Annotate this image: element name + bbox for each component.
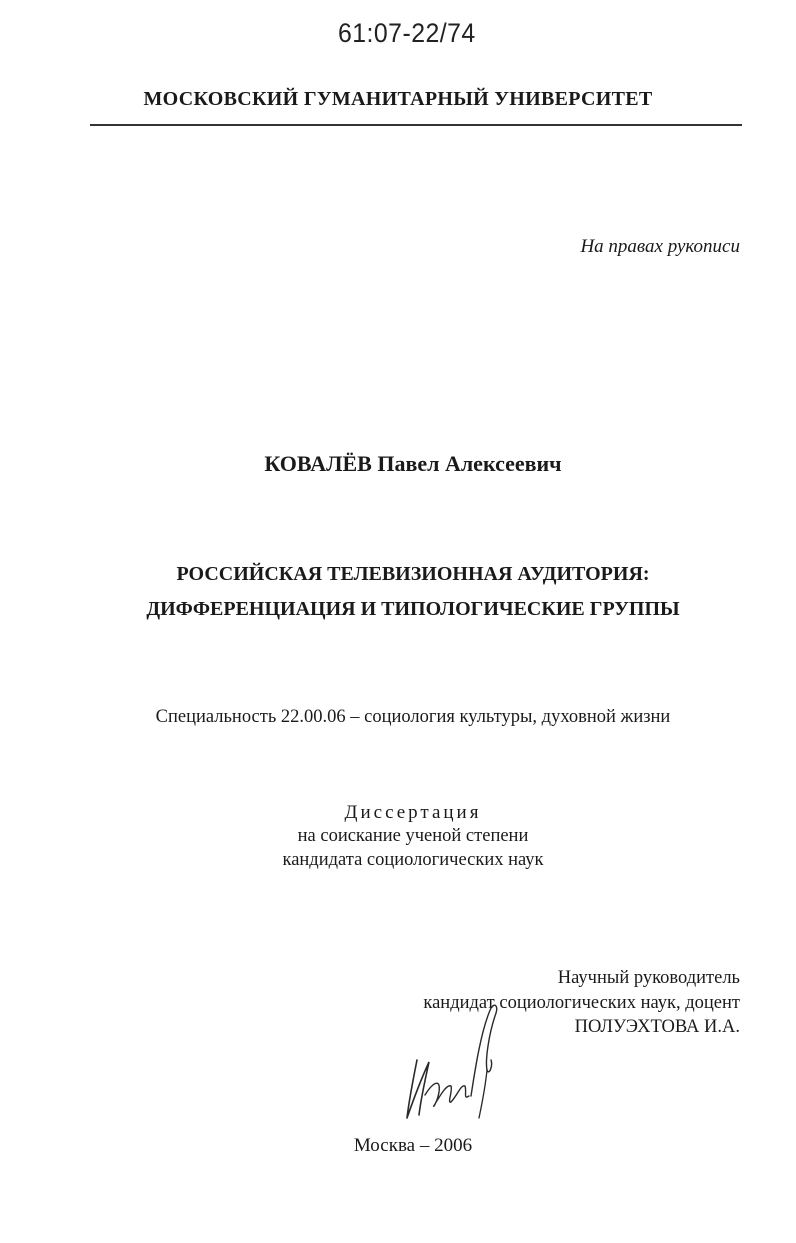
advisor-name: ПОЛУЭХТОВА И.А.: [574, 1017, 740, 1037]
manuscript-note: На правах рукописи: [580, 236, 740, 257]
specialty-line: Специальность 22.00.06 – социология культуры, духовной жизни: [155, 707, 671, 727]
advisor-degree: кандидат социологических наук, доцент: [423, 993, 740, 1013]
advisor-role: Научный руководитель: [557, 968, 740, 988]
dissertation-title-line-1: РОССИЙСКАЯ ТЕЛЕВИЗИОННАЯ АУДИТОРИЯ:: [176, 563, 650, 585]
catalog-stamp: 61:07-22/74: [338, 18, 476, 48]
dissertation-heading: Диссертация: [344, 802, 482, 823]
degree-name-line: кандидата социологических наук: [282, 850, 544, 870]
header-divider: [90, 124, 742, 126]
author-given-names: Павел Алексеевич: [377, 451, 562, 476]
author-surname: КОВАЛЁВ: [264, 451, 372, 476]
dissertation-title-line-2: ДИФФЕРЕНЦИАЦИЯ И ТИПОЛОГИЧЕСКИЕ ГРУППЫ: [146, 598, 680, 620]
degree-purpose-line: на соискание ученой степени: [297, 826, 529, 846]
handwritten-signature-icon: [395, 1000, 515, 1125]
city-and-year: Москва – 2006: [353, 1135, 473, 1156]
university-name: МОСКОВСКИЙ ГУМАНИТАРНЫЙ УНИВЕРСИТЕТ: [143, 88, 653, 110]
author-name: [0, 451, 796, 477]
